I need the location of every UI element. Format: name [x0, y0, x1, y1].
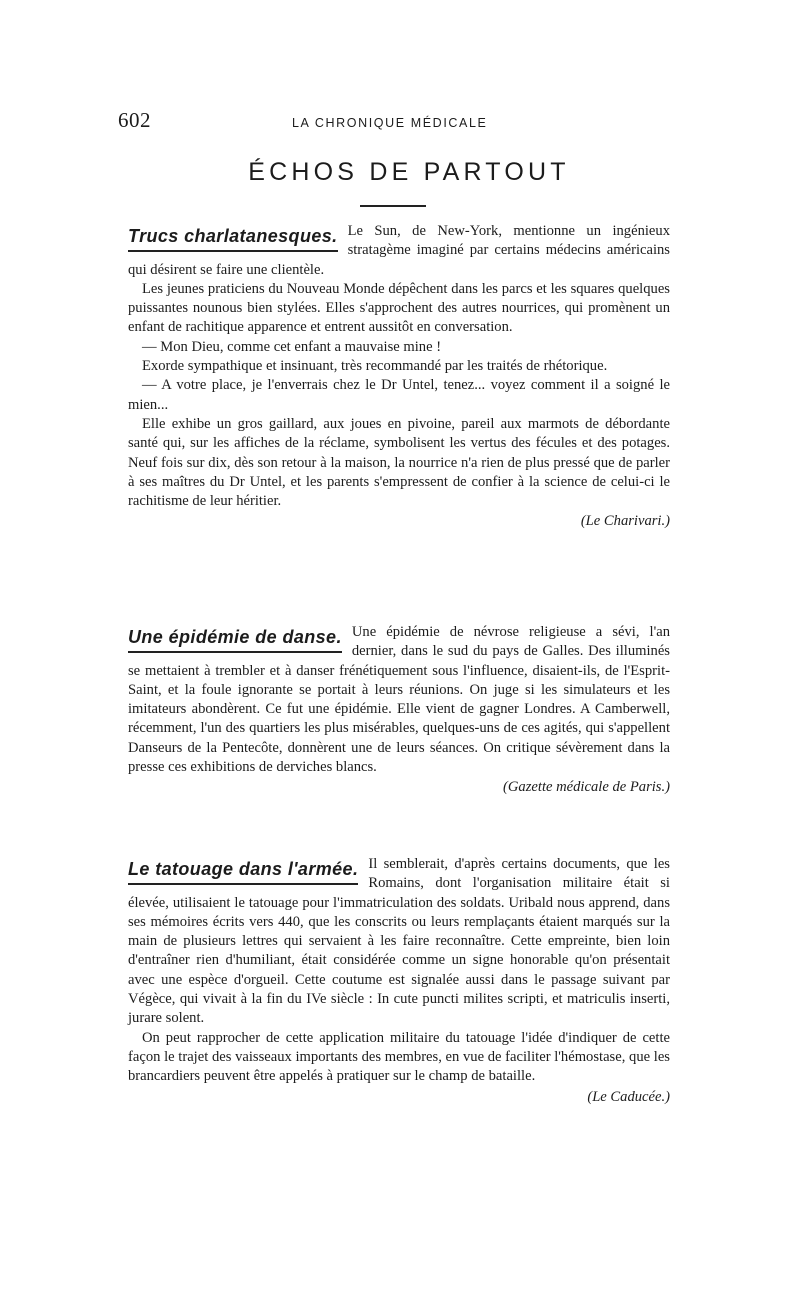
article-source-text: (Le Charivari.): [580, 513, 670, 530]
article-paragraph: Une épidémie de névrose religieuse a sévi, l'an dernier, dans le sud du pays de Galles. Des illuminés se mettaient à trembler et à danser frénétiquement sous l'influence, disaient-ils, de l'Esprit-Saint, et la foule ignorante se portait à leurs réunions. On juge si les simulateurs et les imitateurs abondèrent. Ce fut une épidémie. Elle vient de gagner Londres. A Camberwell, récemment, l'un des quartiers les plus misérables, quelques-uns de ces agités, qui s'appellent Danseurs de la Pentecôte, donnèrent une de leurs séances. On critique sévèrement dans la presse ces exhibitions de derviches blancs.: [128, 624, 670, 776]
article-source-text: (Gazette médicale de Paris.): [503, 779, 670, 796]
article-paragraph: Il semblerait, d'après certains documents, que les Romains, dont l'organisation militaire était si élevée, utilisaient le tatouage pour l'immatriculation des soldats. Uribald nous apprend, dans ses mémoires écrits vers 440, que les conscrits ou leurs remplaçants étaient marqués sur la main de plusieurs lettres qui servaient à les faire reconnaître. Cette empreinte, bien loin d'entraîner rien d'humiliant, était considérée comme un signe honorable qu'on présentait avec une espèce d'orgueil. Cette coutume est signalée aussi dans le passage suivant par Végèce, qui vivait à la fin du IVe siècle : In cute puncti milites scripti, et matriculis inserti, jurare solent.: [128, 856, 670, 1027]
page-number: 602: [118, 108, 151, 132]
article-paragraph: On peut rapprocher de cette application militaire du tatouage l'idée d'indiquer de cette façon le trajet des vaisseaux importants des membres, en vue de faciliter l'hémostase, que les brancardiers peuvent être appelés à pratiquer sur le champ de bataille.: [128, 1029, 670, 1085]
article-heading: Une épidémie de danse.: [128, 626, 342, 653]
article-trucs-charlatanesques: [128, 222, 670, 532]
article-paragraph: — A votre place, je l'enverrais chez le Dr Untel, tenez... voyez comment il a soigné le mien...: [128, 377, 670, 413]
article-source: [128, 512, 670, 531]
article-paragraph: — Mon Dieu, comme cet enfant a mauvaise mine !: [142, 338, 442, 355]
article-source-text: (Le Caducée.): [587, 1088, 670, 1105]
article-paragraph: Exorde sympathique et insinuant, très recommandé par les traités de rhétorique.: [142, 358, 608, 375]
article-heading: Trucs charlatanesques.: [128, 225, 338, 252]
article-tatouage-armee: [128, 855, 670, 1107]
article-paragraph: Elle exhibe un gros gaillard, aux joues en pivoine, pareil aux marmots de débordante santé qui, sur les affiches de la réclame, symbolisent les vertus des fécules et des potages. Neuf fois sur dix, dès son retour à la maison, la nourrice n'a rien de plus pressé que de parler à ses maîtres du Dr Untel, et les parents s'empressent de confier à la science de celui-ci le rachitisme de leur héritier.: [128, 415, 670, 510]
section-title: ÉCHOS DE PARTOUT: [248, 158, 570, 186]
article-source: [128, 1088, 670, 1107]
article-source: [128, 778, 670, 797]
article-paragraph: Le Sun, de New-York, mentionne un ingénieux stratagème imaginé par certains médecins américains qui désirent se faire une clientèle.: [128, 223, 670, 278]
running-head: LA CHRONIQUE MÉDICALE: [292, 116, 488, 130]
title-rule: [360, 205, 426, 207]
article-heading: Le tatouage dans l'armée.: [128, 858, 358, 885]
article-paragraph: Les jeunes praticiens du Nouveau Monde dépêchent dans les parcs et les squares quelques puissantes nounous bien stylées. Elles s'approchent des autres nourrices, qui promènent un enfant de rachitique apparence et entrent aussitôt en conversation.: [128, 280, 670, 336]
article-epidemie-de-danse: [128, 623, 670, 798]
